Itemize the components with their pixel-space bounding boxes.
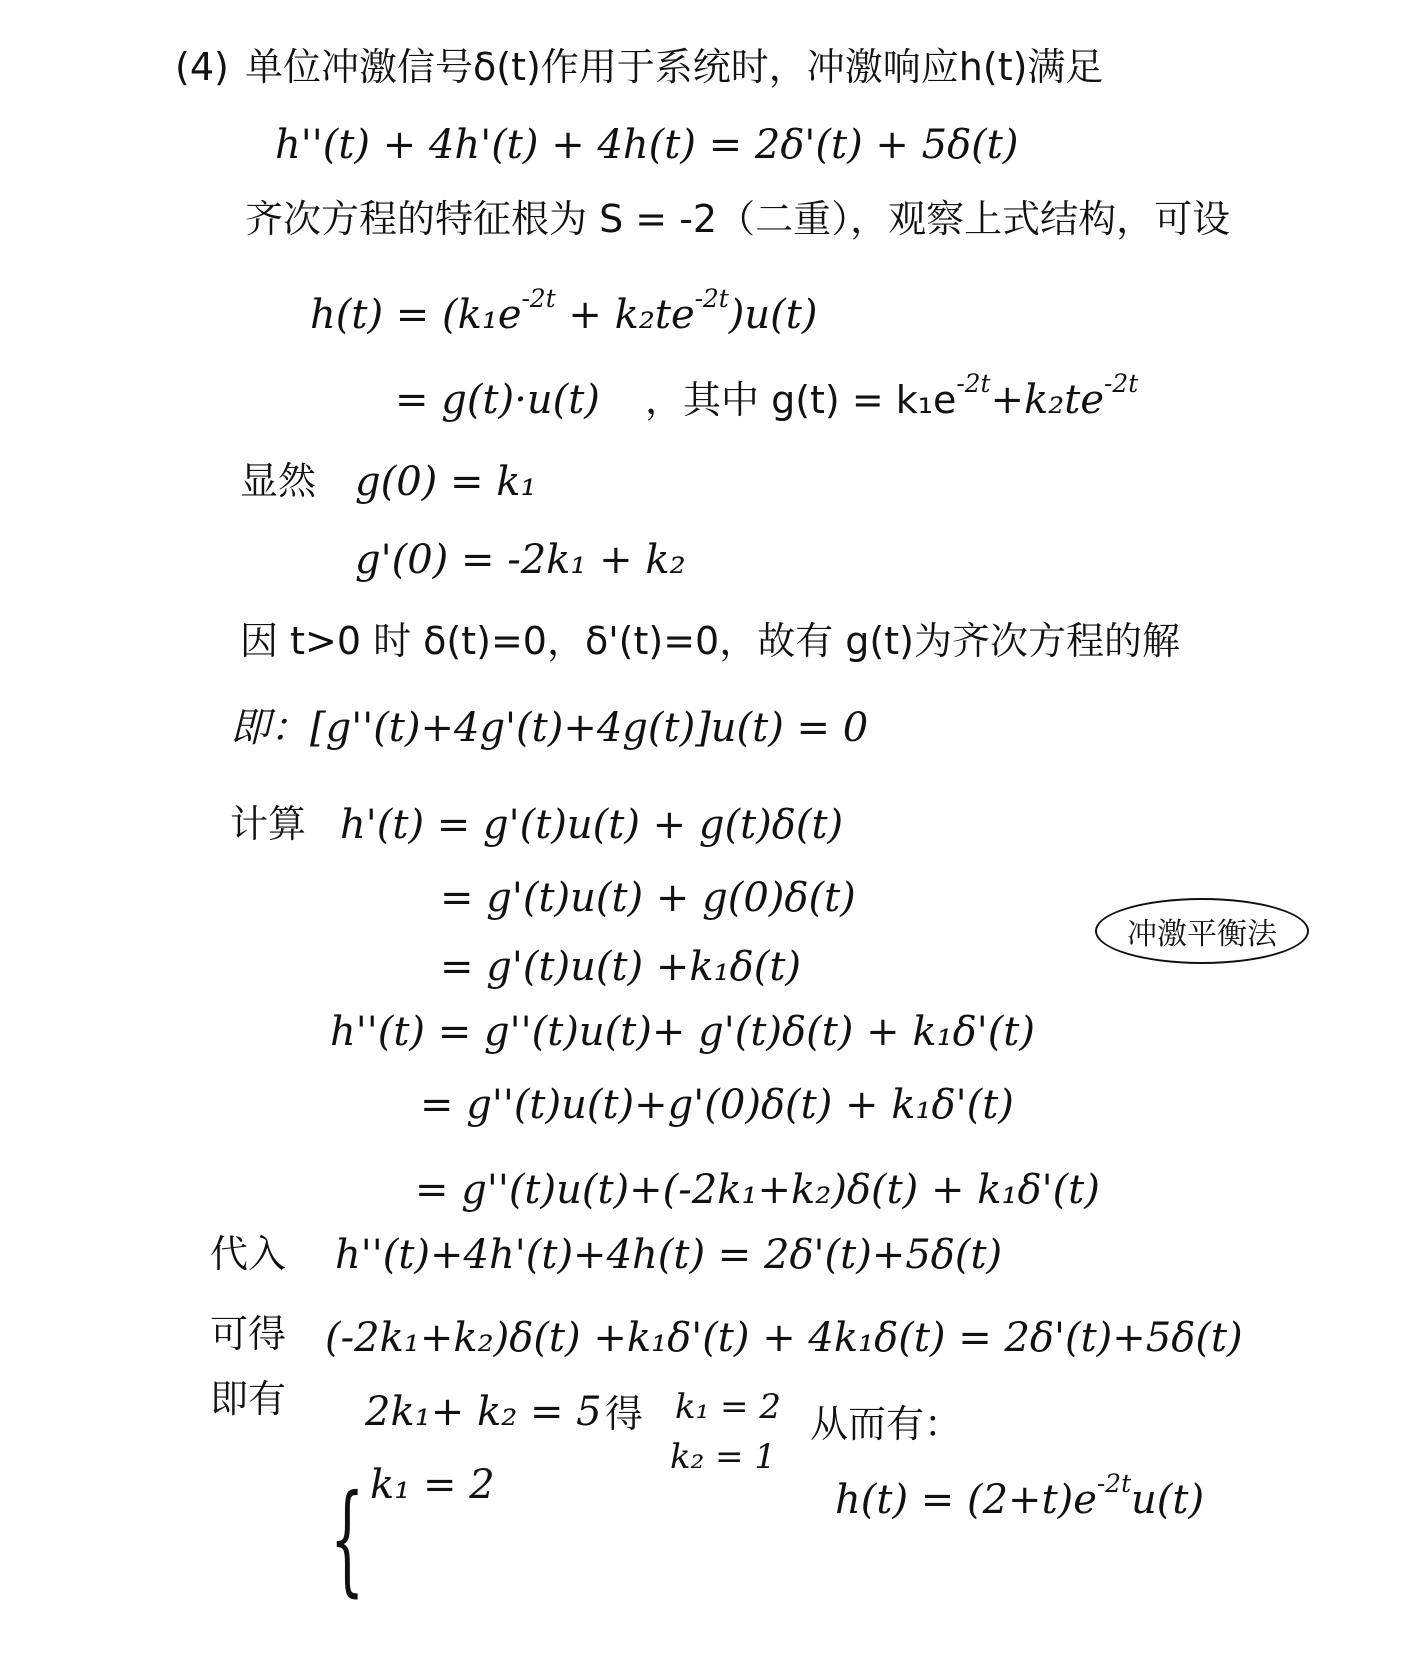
h-double-prime-2: = g''(t)u(t)+g'(0)δ(t) + k₁δ'(t): [420, 1082, 1014, 1128]
exponent: -2t: [1104, 368, 1139, 398]
solution-k1: k₁ = 2: [675, 1387, 781, 1427]
final-answer: [835, 1468, 1205, 1523]
h-double-prime-3: = g''(t)u(t)+(-2k₁+k₂)δ(t) + k₁δ'(t): [415, 1167, 1100, 1213]
system-eq-1: 2k₁+ k₂ = 5: [365, 1389, 602, 1435]
obtain-label: 可得: [210, 1312, 287, 1356]
obviously-label: 显然: [240, 459, 317, 503]
assumed-solution-part: h(t) = (k₁e: [310, 292, 522, 338]
solution-k2: k₂ = 1: [670, 1437, 776, 1477]
get-label: 得: [605, 1392, 644, 1436]
assumed-solution: [310, 283, 818, 338]
homogeneous-equation: 即：[g''(t)+4g'(t)+4g(t)]u(t) = 0: [230, 705, 869, 751]
system-eq-2: k₁ = 2: [370, 1462, 495, 1508]
final-answer-part: h(t) = (2+t)e: [835, 1477, 1097, 1523]
exponent: -2t: [694, 283, 729, 313]
problem-statement: 单位冲激信号δ(t)作用于系统时，冲激响应h(t)满足: [245, 45, 1104, 89]
coefficient-equation: (-2k₁+k₂)δ(t) +k₁δ'(t) + 4k₁δ(t) = 2δ'(t)+5δ(t): [325, 1315, 1243, 1361]
g-times-u: = g(t)·u(t): [395, 377, 600, 423]
h-prime-1: h'(t) = g'(t)u(t) + g(t)δ(t): [340, 802, 844, 848]
g-zero: g(0) = k₁: [355, 459, 537, 505]
exponent: -2t: [521, 283, 556, 313]
compute-label: 计算: [230, 802, 307, 846]
reasoning-line: 因 t>0 时 δ(t)=0，δ'(t)=0，故有 g(t)为齐次方程的解: [240, 619, 1180, 663]
exponent: -2t: [1096, 1468, 1132, 1498]
g-definition-line: [395, 377, 600, 423]
final-answer-part: u(t): [1131, 1477, 1205, 1523]
impulse-balance-note: 冲激平衡法: [1095, 898, 1309, 964]
differential-equation: h''(t) + 4h'(t) + 4h(t) = 2δ'(t) + 5δ(t): [275, 122, 1019, 168]
h-double-prime-1: h''(t) = g''(t)u(t)+ g'(t)δ(t) + k₁δ'(t): [330, 1009, 1035, 1055]
assumed-solution-part: )u(t): [728, 292, 818, 338]
thus-label: 即有: [210, 1377, 287, 1421]
g-definition-part: ，其中 g(t) = k₁e: [645, 378, 957, 422]
g-definition-part: +k₂te: [990, 377, 1105, 423]
characteristic-root-text: 齐次方程的特征根为 S = -2（二重），观察上式结构，可设: [245, 197, 1231, 241]
g-prime-zero: g'(0) = -2k₁ + k₂: [355, 537, 686, 583]
h-prime-3: = g'(t)u(t) +k₁δ(t): [440, 944, 802, 990]
therefore-label: 从而有：: [810, 1402, 963, 1446]
system-brace: {: [330, 1470, 365, 1609]
assumed-solution-part: + k₂te: [555, 292, 695, 338]
substitute-label: 代入: [210, 1232, 287, 1276]
substituted-equation: h''(t)+4h'(t)+4h(t) = 2δ'(t)+5δ(t): [335, 1232, 1003, 1278]
g-definition: [645, 368, 1139, 423]
exponent: -2t: [956, 368, 991, 398]
part-label: (4): [175, 45, 229, 89]
h-prime-2: = g'(t)u(t) + g(0)δ(t): [440, 875, 856, 921]
